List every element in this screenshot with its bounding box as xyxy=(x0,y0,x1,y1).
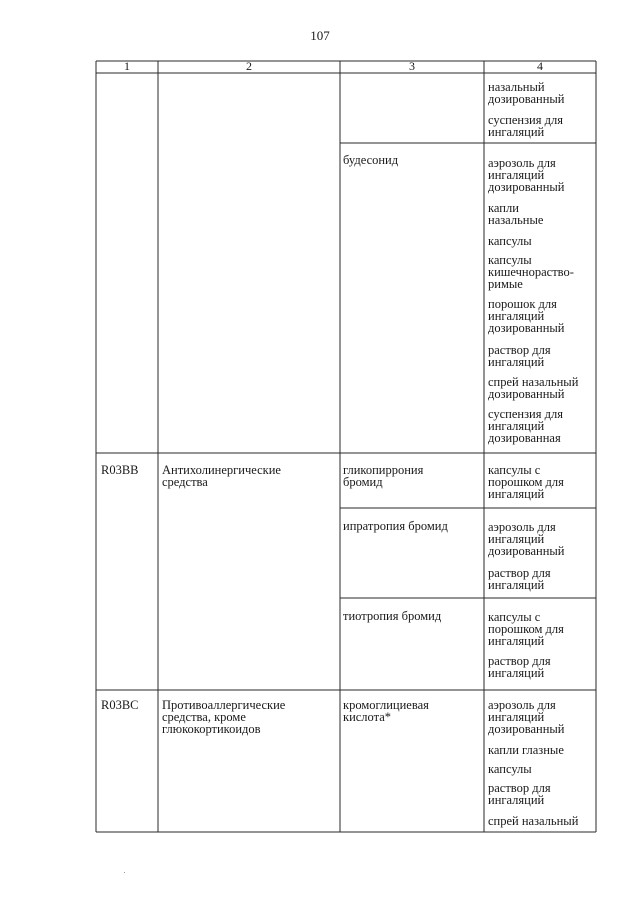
column-header-3: 3 xyxy=(409,59,415,73)
dosage-form-cell: раствор для ингаляций xyxy=(488,566,551,592)
dosage-form-cell: суспензия для ингаляций дозированная xyxy=(488,407,563,445)
dosage-form-cell: назальный дозированный xyxy=(488,80,565,106)
drug-name-cell: будесонид xyxy=(343,153,399,167)
dosage-form-cell: капсулы xyxy=(488,234,532,248)
atc-code-cell: R03BC xyxy=(101,698,139,712)
drug-name-cell: кромоглициевая кислота* xyxy=(343,698,429,724)
drug-name-cell: ипратропия бромид xyxy=(343,519,448,533)
group-name-cell: Противоаллергические средства, кроме глюкокортикоидов xyxy=(162,698,286,736)
dosage-form-cell: раствор для ингаляций xyxy=(488,654,551,680)
dosage-form-cell: капсулы кишечнораство- римые xyxy=(488,253,574,291)
dosage-form-cell: капсулы xyxy=(488,762,532,776)
dosage-form-cell: порошок для ингаляций дозированный xyxy=(488,297,565,335)
dosage-form-cell: раствор для ингаляций xyxy=(488,343,551,369)
dosage-form-cell: раствор для ингаляций xyxy=(488,781,551,807)
dosage-form-cell: суспензия для ингаляций xyxy=(488,113,563,139)
dosage-form-cell: спрей назальный xyxy=(488,814,579,828)
column-header-1: 1 xyxy=(124,59,130,73)
column-header-2: 2 xyxy=(246,59,252,73)
dosage-form-cell: спрей назальный дозированный xyxy=(488,375,579,401)
dosage-form-cell: аэрозоль для ингаляций дозированный xyxy=(488,156,565,194)
dosage-form-cell: капли назальные xyxy=(488,201,544,227)
group-name-cell: Антихолинергические средства xyxy=(162,463,281,489)
scan-speck xyxy=(124,872,125,873)
page-number: 107 xyxy=(310,28,330,43)
dosage-form-cell: капсулы с порошком для ингаляций xyxy=(488,463,564,501)
dosage-form-cell: капли глазные xyxy=(488,743,564,757)
drug-name-cell: тиотропия бромид xyxy=(343,609,442,623)
drug-name-cell: гликопиррония бромид xyxy=(343,463,424,489)
atc-code-cell: R03BB xyxy=(101,463,139,477)
dosage-form-cell: аэрозоль для ингаляций дозированный xyxy=(488,520,565,558)
dosage-form-cell: аэрозоль для ингаляций дозированный xyxy=(488,698,565,736)
column-header-4: 4 xyxy=(537,59,543,73)
dosage-form-cell: капсулы с порошком для ингаляций xyxy=(488,610,564,648)
